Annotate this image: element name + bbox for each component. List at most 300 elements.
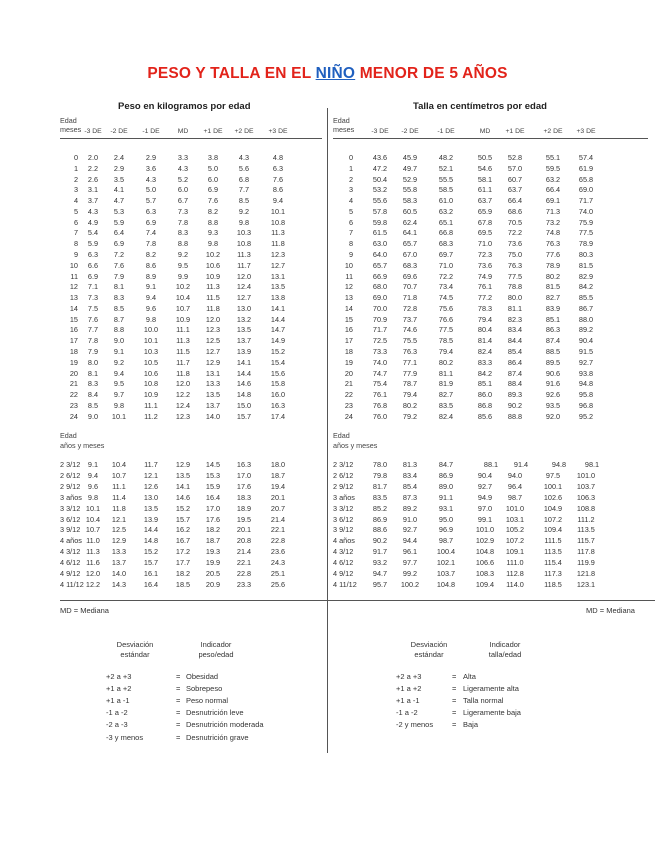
table-cell: 89.3	[507, 390, 523, 400]
table-cell: 71.8	[402, 293, 418, 303]
row-age: 1	[348, 163, 353, 173]
table-cell: 7.6	[207, 196, 219, 206]
table-cell: 66.4	[507, 196, 523, 206]
table-cell: 17.7	[175, 558, 191, 568]
table-cell: 83.4	[402, 470, 418, 480]
center-divider	[327, 108, 328, 753]
table-cell: 78.3	[477, 303, 493, 313]
table-cell: 10.2	[175, 282, 191, 292]
table-cell: 2.9	[145, 153, 157, 162]
table-cell: 96.1	[402, 547, 418, 557]
table-cell: 81.5	[545, 282, 561, 292]
table-cell: 11.8	[271, 239, 285, 249]
table-cell: 118.5	[544, 579, 562, 589]
table-cell: 103.7	[436, 569, 456, 578]
table-cell: 89.0	[438, 481, 454, 491]
table-cell: 79.4	[402, 390, 418, 400]
row-age: 20	[344, 368, 353, 378]
table-cell: 108.3	[475, 569, 495, 578]
table-cell: 60.5	[402, 206, 418, 216]
legend-label: Peso normal	[186, 696, 229, 706]
table-cell: 16.0	[270, 390, 286, 400]
title-part-1: PESO Y TALLA EN EL	[147, 65, 316, 82]
table-cell: 90.6	[545, 368, 561, 378]
table-cell: 13.2	[236, 314, 252, 324]
legend-equals: =	[452, 708, 457, 718]
table-cell: 103.1	[505, 514, 525, 524]
table-cell: 13.5	[270, 282, 286, 292]
table-cell: 12.6	[143, 481, 159, 491]
table-cell: 8.3	[177, 228, 189, 238]
table-cell: 10.7	[175, 303, 191, 313]
table-cell: 9.2	[177, 250, 189, 260]
table-cell: 92.6	[545, 390, 561, 400]
table-cell: 74.0	[372, 357, 388, 367]
table-cell: 79.4	[438, 347, 454, 357]
column-header: -3 DE	[371, 128, 389, 135]
table-cell: 82.3	[507, 314, 523, 324]
table-cell: 59.5	[545, 163, 561, 173]
table-cell: 85.1	[545, 314, 561, 324]
row-age: 5	[348, 206, 353, 216]
table-cell: 79.4	[477, 314, 493, 324]
table-cell: 91.7	[372, 547, 388, 557]
table-cell: 109.4	[543, 525, 563, 535]
table-cell: 5.7	[145, 196, 157, 206]
table-cell: 103.7	[576, 481, 596, 491]
row-age: 15	[344, 314, 353, 324]
table-cell: 2.6	[87, 174, 99, 184]
row-age: 23	[344, 400, 353, 410]
table-cell: 15.7	[236, 411, 252, 421]
table-cell: 77.2	[477, 293, 493, 303]
title-part-2: MENOR DE 5 AÑOS	[355, 65, 508, 82]
table-cell: 8.8	[207, 217, 219, 227]
table-cell: 8.1	[87, 368, 99, 378]
table-cell: 68.6	[507, 206, 523, 216]
table-cell: 63.2	[438, 206, 454, 216]
table-cell: 7.1	[87, 282, 99, 292]
legend-range: +1 a +2	[396, 684, 422, 694]
table-cell: 14.6	[175, 492, 191, 502]
table-cell: 83.5	[438, 400, 454, 410]
table-cell: 16.3	[270, 400, 286, 410]
table-cell: 14.7	[270, 325, 286, 335]
column-header: +1 DE	[505, 128, 525, 135]
table-cell: 17.0	[205, 503, 221, 513]
table-cell: 81.1	[438, 368, 454, 378]
table-cell: 96.8	[578, 400, 594, 410]
table-cell: 71.0	[438, 260, 454, 270]
table-cell: 57.4	[578, 153, 594, 162]
table-cell: 81.3	[402, 460, 418, 469]
table-cell: 106.3	[576, 492, 596, 502]
table-cell: 82.7	[545, 293, 561, 303]
table-cell: 77.1	[402, 357, 418, 367]
table-cell: 86.0	[477, 390, 493, 400]
table-cell: 13.0	[236, 303, 252, 313]
table-cell: 10.1	[111, 411, 127, 421]
table-cell: 76.1	[477, 282, 493, 292]
table-cell: 19.3	[205, 547, 221, 557]
table-cell: 12.0	[85, 569, 101, 578]
table-cell: 68.0	[372, 282, 388, 292]
table-cell: 89.2	[578, 325, 594, 335]
table-cell: 12.5	[111, 525, 127, 535]
table-cell: 14.9	[270, 336, 286, 346]
table-cell: 98.1	[584, 460, 600, 469]
table-cell: 25.6	[270, 579, 286, 589]
row-age: 13	[69, 293, 78, 303]
table-cell: 2.4	[113, 153, 125, 162]
table-cell: 23.3	[236, 579, 252, 589]
table-cell: 55.5	[438, 174, 454, 184]
table-cell: 12.0	[236, 271, 252, 281]
table-cell: 76.3	[402, 347, 418, 357]
table-cell: 94.9	[477, 492, 493, 502]
table-cell: 3.8	[207, 153, 219, 162]
table-cell: 11.3	[271, 228, 285, 238]
table-cell: 13.5	[143, 503, 159, 513]
table-cell: 69.5	[477, 228, 493, 238]
table-cell: 87.3	[402, 492, 418, 502]
table-cell: 84.2	[477, 368, 493, 378]
table-cell: 97.5	[545, 470, 561, 480]
table-cell: 14.3	[111, 579, 127, 589]
left-header-rule	[60, 138, 322, 139]
table-cell: 69.7	[438, 250, 454, 260]
table-cell: 63.7	[507, 185, 523, 195]
row-age: 21	[69, 379, 78, 389]
table-cell: 109.4	[475, 579, 495, 589]
table-cell: 17.4	[270, 411, 286, 421]
table-cell: 95.8	[578, 390, 594, 400]
column-header: +1 DE	[203, 128, 223, 135]
row-age: 14	[69, 303, 78, 313]
table-cell: 55.1	[545, 153, 561, 162]
table-cell: 92.7	[477, 481, 493, 491]
table-cell: 9.8	[207, 239, 219, 249]
row-age: 4	[348, 196, 353, 206]
table-cell: 14.8	[236, 390, 252, 400]
row-age: 3 9/12	[60, 525, 81, 535]
table-cell: 13.1	[270, 271, 286, 281]
table-cell: 9.9	[177, 271, 189, 281]
legend-equals: =	[452, 720, 457, 730]
table-cell: 119.9	[577, 558, 595, 568]
table-cell: 15.7	[175, 514, 191, 524]
table-cell: 10.1	[143, 336, 159, 346]
table-cell: 3.7	[87, 196, 99, 206]
table-cell: 2.9	[113, 163, 125, 173]
table-cell: 6.8	[238, 174, 250, 184]
years-label-line1: Edad	[60, 431, 77, 440]
table-cell: 93.5	[545, 400, 561, 410]
row-age: 4 9/12	[60, 569, 81, 578]
table-cell: 11.0	[86, 536, 100, 546]
table-cell: 76.1	[372, 390, 388, 400]
table-cell: 7.8	[145, 239, 157, 249]
table-cell: 8.7	[113, 314, 125, 324]
table-cell: 61.1	[477, 185, 493, 195]
table-cell: 108.8	[576, 503, 596, 513]
row-age: 2 6/12	[60, 470, 81, 480]
table-cell: 48.2	[438, 153, 454, 162]
table-cell: 6.0	[177, 185, 189, 195]
table-cell: 10.9	[143, 390, 159, 400]
table-cell: 74.5	[438, 293, 454, 303]
table-cell: 69.6	[402, 271, 418, 281]
table-cell: 9.1	[87, 460, 99, 469]
table-cell: 50.4	[372, 174, 388, 184]
table-cell: 18.7	[270, 470, 286, 480]
table-cell: 72.3	[477, 250, 493, 260]
table-cell: 12.2	[175, 390, 191, 400]
row-age: 3 6/12	[333, 514, 354, 524]
table-cell: 80.3	[578, 250, 594, 260]
table-cell: 6.9	[87, 271, 99, 281]
column-header: -2 DE	[401, 128, 419, 135]
table-cell: 10.0	[143, 325, 159, 335]
table-cell: 18.2	[175, 569, 191, 578]
table-cell: 17.0	[236, 470, 252, 480]
table-cell: 9.4	[272, 196, 284, 206]
table-cell: 9.0	[113, 336, 125, 346]
table-cell: 10.8	[236, 239, 252, 249]
table-cell: 10.6	[143, 368, 159, 378]
table-cell: 83.3	[477, 357, 493, 367]
row-age: 7	[73, 228, 78, 238]
table-cell: 21.4	[236, 547, 252, 557]
table-cell: 6.6	[87, 260, 99, 270]
table-cell: 9.8	[87, 492, 99, 502]
legend-equals: =	[176, 672, 181, 681]
table-cell: 10.1	[270, 206, 286, 216]
row-age: 16	[69, 325, 78, 335]
table-cell: 115.7	[577, 536, 595, 546]
table-cell: 84.7	[438, 460, 454, 469]
table-cell: 14.0	[111, 569, 127, 578]
column-header: -1 DE	[437, 128, 455, 135]
legend-range: -1 a -2	[396, 708, 418, 718]
table-cell: 15.0	[236, 400, 252, 410]
table-cell: 3.5	[113, 174, 125, 184]
table-cell: 16.3	[236, 460, 252, 469]
table-cell: 9.4	[145, 293, 157, 303]
row-age: 22	[69, 390, 78, 400]
table-cell: 9.7	[113, 390, 125, 400]
table-cell: 16.1	[143, 569, 159, 578]
years-label-line2: años y meses	[60, 441, 105, 450]
age-label-line2: meses	[333, 125, 355, 134]
table-cell: 18.5	[175, 579, 191, 589]
row-age: 2	[348, 174, 353, 184]
table-cell: 74.0	[578, 206, 594, 216]
table-cell: 10.7	[111, 470, 127, 480]
table-cell: 20.1	[236, 525, 252, 535]
table-cell: 5.0	[207, 163, 219, 173]
table-cell: 88.6	[372, 525, 388, 535]
table-cell: 86.7	[578, 303, 594, 313]
table-cell: 65.8	[578, 174, 594, 184]
table-cell: 49.7	[402, 163, 418, 173]
legend-range: +2 a +3	[106, 672, 132, 681]
table-cell: 78.0	[372, 460, 388, 469]
table-cell: 96.9	[438, 525, 454, 535]
table-title: Peso en kilogramos por edad	[118, 101, 251, 112]
table-cell: 13.0	[143, 492, 159, 502]
table-cell: 5.9	[87, 239, 99, 249]
table-cell: 109.1	[505, 547, 525, 557]
table-cell: 90.4	[477, 470, 493, 480]
table-cell: 100.4	[436, 547, 456, 557]
table-cell: 85.1	[477, 379, 493, 389]
table-cell: 13.8	[270, 293, 286, 303]
table-cell: 111.0	[506, 558, 524, 568]
table-cell: 15.2	[270, 347, 286, 357]
table-cell: 3.6	[145, 163, 157, 173]
legend-equals: =	[176, 696, 181, 706]
table-cell: 54.6	[477, 163, 493, 173]
legend-header-deviation: Desviación estándar	[410, 640, 448, 659]
legend-equals: =	[176, 720, 181, 730]
table-cell: 70.7	[402, 282, 418, 292]
row-age: 1	[73, 163, 78, 173]
table-cell: 82.7	[438, 390, 454, 400]
title-link-nino[interactable]: NIÑO	[315, 65, 356, 82]
table-cell: 10.9	[205, 271, 221, 281]
table-cell: 74.8	[545, 228, 561, 238]
table-cell: 21.4	[270, 514, 286, 524]
table-cell: 76.0	[372, 411, 388, 421]
row-age: 3 6/12	[60, 514, 81, 524]
table-cell: 57.8	[372, 206, 388, 216]
table-cell: 18.9	[236, 503, 252, 513]
table-cell: 52.1	[438, 163, 454, 173]
table-cell: 64.0	[372, 250, 388, 260]
legend-label: Alta	[463, 672, 476, 681]
table-cell: 66.8	[438, 228, 454, 238]
row-age: 9	[348, 250, 353, 260]
table-cell: 12.2	[85, 579, 101, 589]
table-cell: 113.5	[544, 547, 562, 557]
table-cell: 14.6	[236, 379, 252, 389]
row-age: 23	[69, 400, 78, 410]
table-cell: 15.9	[205, 481, 221, 491]
table-cell: 81.1	[507, 303, 523, 313]
table-cell: 72.5	[372, 336, 388, 346]
row-age: 17	[344, 336, 353, 346]
table-cell: 75.4	[372, 379, 388, 389]
legend-range: +2 a +3	[396, 672, 422, 681]
table-cell: 87.4	[507, 368, 523, 378]
legend-label: Desnutrición moderada	[186, 720, 264, 730]
table-cell: 7.6	[113, 260, 125, 270]
row-age: 0	[348, 153, 353, 162]
row-age: 11	[345, 271, 353, 281]
table-cell: 47.2	[372, 163, 388, 173]
table-cell: 10.3	[236, 228, 252, 238]
legend-range: +1 a +2	[106, 684, 132, 694]
legend-equals: =	[452, 672, 457, 681]
row-age: 3	[73, 185, 78, 195]
table-cell: 75.6	[438, 303, 454, 313]
table-cell: 4.7	[113, 196, 125, 206]
table-cell: 9.0	[87, 411, 99, 421]
age-label-line1: Edad	[60, 116, 77, 125]
table-cell: 12.3	[205, 325, 221, 335]
table-cell: 12.7	[205, 347, 221, 357]
table-cell: 74.6	[402, 325, 418, 335]
table-cell: 77.6	[545, 250, 561, 260]
table-cell: 7.2	[113, 250, 125, 260]
table-cell: 18.2	[205, 525, 221, 535]
table-cell: 85.6	[477, 411, 493, 421]
row-age: 16	[344, 325, 353, 335]
table-cell: 91.0	[402, 514, 418, 524]
legend-label: Ligeramente alta	[463, 684, 519, 694]
row-age: 4 9/12	[333, 569, 354, 578]
table-cell: 10.4	[111, 460, 127, 469]
table-cell: 93.2	[372, 558, 388, 568]
row-age: 12	[69, 282, 78, 292]
table-cell: 59.8	[372, 217, 388, 227]
table-cell: 73.3	[372, 347, 388, 357]
table-cell: 63.2	[545, 174, 561, 184]
table-cell: 9.4	[87, 470, 99, 480]
table-cell: 7.4	[145, 228, 157, 238]
table-cell: 6.3	[145, 206, 157, 216]
legend-label: Desnutrición grave	[186, 732, 249, 742]
table-cell: 94.7	[372, 569, 388, 578]
table-cell: 14.8	[143, 536, 159, 546]
table-cell: 19.9	[205, 558, 221, 568]
row-age: 17	[69, 336, 78, 346]
legend-label: Ligeramente baja	[463, 708, 521, 718]
table-cell: 12.1	[143, 470, 159, 480]
table-cell: 19.4	[270, 481, 286, 491]
row-age: 4 años	[60, 536, 82, 546]
table-cell: 20.7	[270, 503, 286, 513]
table-cell: 12.4	[175, 400, 191, 410]
row-age: 12	[344, 282, 353, 292]
bottom-rule	[60, 600, 655, 601]
table-cell: 81.4	[477, 336, 493, 346]
legend-equals: =	[176, 684, 181, 694]
table-cell: 6.0	[207, 174, 219, 184]
legend-range: -2 a -3	[106, 720, 128, 730]
table-cell: 16.2	[175, 525, 191, 535]
table-cell: 95.7	[372, 579, 388, 589]
table-cell: 9.1	[145, 282, 157, 292]
table-cell: 8.9	[145, 271, 157, 281]
table-cell: 11.1	[112, 481, 126, 491]
table-cell: 15.3	[205, 470, 221, 480]
row-age: 18	[69, 347, 78, 357]
row-age: 8	[73, 239, 78, 249]
table-cell: 75.5	[402, 336, 418, 346]
table-cell: 3.3	[177, 153, 189, 162]
table-cell: 14.4	[143, 525, 159, 535]
table-cell: 80.2	[438, 357, 454, 367]
table-cell: 80.4	[477, 325, 493, 335]
table-cell: 10.5	[143, 357, 159, 367]
row-age: 18	[344, 347, 353, 357]
table-cell: 14.4	[236, 368, 252, 378]
table-cell: 72.2	[507, 228, 523, 238]
table-cell: 8.8	[113, 325, 125, 335]
table-cell: 78.7	[402, 379, 418, 389]
